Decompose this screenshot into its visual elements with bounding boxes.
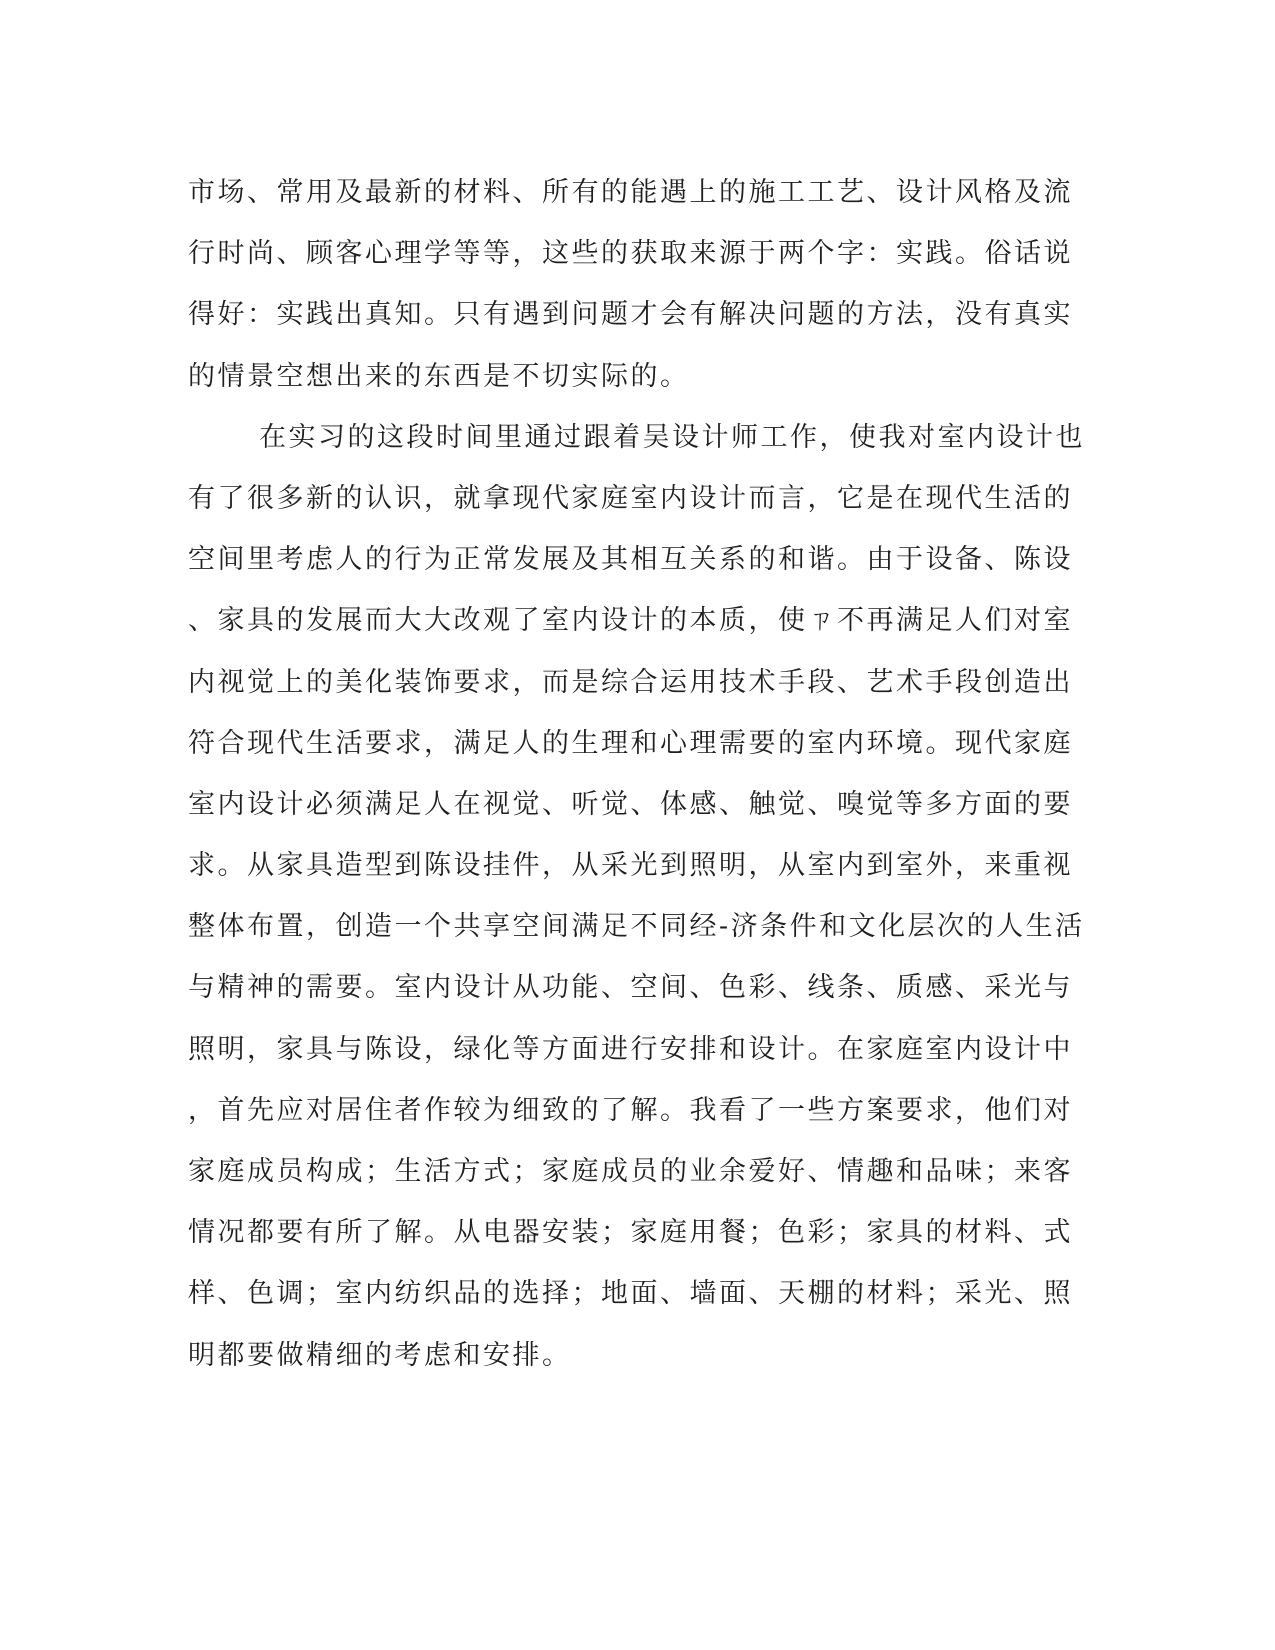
text-line: ，首先应对居住者作较为细致的了解。我看了一些方案要求，他们对 <box>188 1094 1073 1126</box>
text-line: 、家具的发展而大大改观了室内设计的本质，使ㄗ不再满足人们对室 <box>188 605 1073 637</box>
text-line: 符合现代生活要求，满足人的生理和心理需要的室内环境。现代家庭 <box>188 727 1073 759</box>
text-line: 内视觉上的美化装饰要求，而是综合运用技术手段、艺术手段创造出 <box>188 666 1073 698</box>
text-line: 求。从家具造型到陈设挂件，从采光到照明，从室内到室外，来重视 <box>188 850 1073 882</box>
text-line: 明都要做精细的考虑和安排。 <box>188 1339 572 1371</box>
text-line: 空间里考虑人的行为正常发展及其相互关系的和谐。由于设备、陈设 <box>188 544 1073 576</box>
text-line: 情况都要有所了解。从电器安装；家庭用餐；色彩；家具的材料、式 <box>188 1217 1073 1249</box>
text-line: 与精神的需要。室内设计从功能、空间、色彩、线条、质感、采光与 <box>188 972 1073 1004</box>
paragraph-1 <box>188 162 1073 407</box>
paragraph-2 <box>188 407 1085 1386</box>
text-line: 市场、常用及最新的材料、所有的能遇上的施工工艺、设计风格及流 <box>188 177 1073 208</box>
text-line: 有了很多新的认识，就拿现代家庭室内设计而言，它是在现代生活的 <box>188 482 1073 514</box>
text-line: 照明，家具与陈设，绿化等方面进行安排和设计。在家庭室内设计中 <box>188 1033 1073 1065</box>
text-line: 在实习的这段时间里通过跟着吴设计师工作，使我对室内设计也 <box>259 421 1085 453</box>
body-text <box>188 162 1085 1386</box>
text-line: 样、色调；室内纺织品的选择；地面、墙面、天棚的材料；采光、照 <box>188 1278 1073 1310</box>
text-line: 整体布置，创造一个共享空间满足不同经-济条件和文化层次的人生活 <box>188 911 1085 943</box>
text-line: 的情景空想出来的东西是不切实际的。 <box>188 360 690 392</box>
text-line: 行时尚、顾客心理学等等，这些的获取来源于两个字：实践。俗话说 <box>188 238 1073 270</box>
text-line: 家庭成员构成；生活方式；家庭成员的业余爱好、情趣和品味；来客 <box>188 1156 1073 1187</box>
text-line: 室内设计必须满足人在视觉、听觉、体感、触觉、嗅觉等多方面的要 <box>188 788 1073 820</box>
text-line: 得好：实践出真知。只有遇到问题才会有解决问题的方法，没有真实 <box>188 299 1073 331</box>
